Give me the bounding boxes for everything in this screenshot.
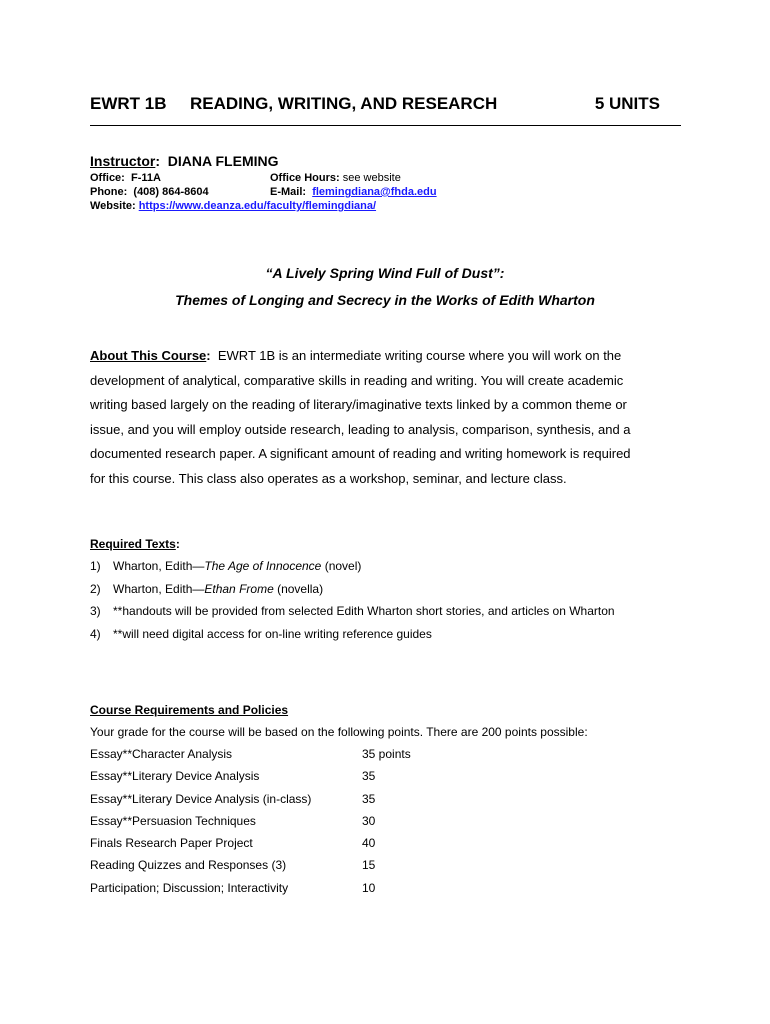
- phone-label: Phone:: [90, 186, 128, 198]
- course-theme-title: “A Lively Spring Wind Full of Dust”:: [265, 265, 505, 281]
- phone-value: (408) 864-8604: [133, 186, 209, 198]
- assignment-points: 40: [362, 836, 376, 851]
- item-text: **handouts will be provided from selected Edith Wharton short stories, and articles on Wharton: [113, 604, 615, 619]
- about-label: About This Course: [90, 348, 207, 363]
- assignment-name: Essay**Literary Device Analysis (in-class): [90, 791, 312, 806]
- instructor-block: [90, 153, 690, 213]
- list-item: [90, 582, 690, 605]
- table-row: [90, 747, 490, 769]
- course-units: 5 UNITS: [594, 94, 660, 113]
- assignment-points: 30: [362, 813, 376, 828]
- instructor-label: Instructor: [90, 153, 156, 169]
- assignment-name: Participation; Discussion; Interactivity: [90, 880, 289, 895]
- website-link[interactable]: https://www.deanza.edu/faculty/flemingdiana/: [138, 200, 377, 212]
- table-row: [90, 769, 490, 791]
- email-field: [270, 185, 437, 199]
- assignment-points: 15: [362, 858, 376, 873]
- item-number: 4): [90, 627, 101, 642]
- course-code: EWRT 1B: [90, 94, 167, 113]
- about-colon: :: [206, 348, 211, 363]
- item-author: Wharton, Edith—: [113, 559, 205, 573]
- instructor-colon: :: [155, 153, 161, 169]
- item-text: **will need digital access for on-line writing reference guides: [113, 627, 432, 642]
- item-type: (novella): [273, 581, 324, 596]
- table-row: [90, 881, 490, 903]
- assignment-points: 35: [362, 791, 376, 806]
- email-link[interactable]: flemingdiana@fhda.edu: [312, 186, 437, 198]
- item-type: (novel): [321, 559, 362, 573]
- list-item: [90, 604, 690, 627]
- about-line: documented research paper. A significant amount of reading and writing homework is required: [90, 446, 631, 461]
- requirements-label: Course Requirements and Policies: [90, 703, 289, 717]
- table-row: [90, 792, 490, 814]
- required-texts-colon: :: [175, 537, 180, 551]
- assignment-name: Essay**Literary Device Analysis: [90, 769, 260, 784]
- item-author: Wharton, Edith—: [113, 581, 205, 596]
- course-title: READING, WRITING, AND RESEARCH: [190, 94, 498, 113]
- header-divider: [90, 125, 681, 126]
- required-texts-list: [90, 559, 690, 650]
- assignment-points: 10: [362, 880, 376, 895]
- office-label: Office:: [90, 172, 125, 184]
- course-header: [90, 94, 660, 116]
- required-texts-heading: [90, 537, 180, 551]
- office-hours-label: Office Hours:: [270, 172, 340, 184]
- required-texts-label: Required Texts: [90, 537, 176, 551]
- instructor-line: [90, 153, 690, 171]
- item-number: 3): [90, 604, 101, 619]
- about-line: [90, 344, 690, 369]
- email-label: E-Mail:: [270, 186, 307, 198]
- assignment-name: Essay**Character Analysis: [90, 747, 233, 761]
- requirements-heading: [90, 703, 288, 717]
- course-theme-subtitle: Themes of Longing and Secrecy in the Works of Edith Wharton: [175, 292, 595, 308]
- list-item: [90, 559, 690, 582]
- about-line: writing based largely on the reading of literary/imaginative texts linked by a common theme or: [90, 397, 627, 412]
- table-row: [90, 836, 490, 858]
- about-line: development of analytical, comparative skills in reading and writing. You will create academic: [90, 372, 624, 388]
- office-hours-value: see website: [342, 172, 401, 184]
- item-number: 2): [90, 581, 101, 596]
- contact-info: [90, 171, 690, 213]
- item-number: 1): [90, 559, 101, 573]
- assignment-name: Essay**Persuasion Techniques: [90, 813, 256, 828]
- website-label: Website:: [90, 200, 136, 212]
- instructor-name: DIANA FLEMING: [167, 153, 279, 169]
- assignment-name: Finals Research Paper Project: [90, 836, 253, 851]
- assignment-points: 35: [362, 769, 376, 784]
- about-line: for this course. This class also operates as a workshop, seminar, and lecture class.: [90, 470, 567, 486]
- list-item: [90, 627, 690, 650]
- table-row: [90, 814, 490, 836]
- phone-field: [90, 186, 209, 198]
- office-field: [90, 172, 161, 184]
- office-hours-field: [270, 171, 401, 185]
- assignment-name: Reading Quizzes and Responses (3): [90, 858, 287, 873]
- assignment-points: 35 points: [362, 747, 411, 761]
- item-title: The Age of Innocence: [204, 559, 322, 573]
- about-text: EWRT 1B is an intermediate writing course where you will work on the: [217, 348, 622, 363]
- about-line: issue, and you will employ outside research, leading to analysis, comparison, synthesis, and a: [90, 421, 631, 437]
- table-row: [90, 858, 490, 880]
- grading-table: [90, 747, 490, 903]
- about-section: [90, 344, 690, 491]
- office-value: F-11A: [130, 172, 161, 184]
- requirements-intro: Your grade for the course will be based on the following points. There are 200 points possible:: [90, 725, 588, 739]
- item-title: Ethan Frome: [204, 581, 274, 596]
